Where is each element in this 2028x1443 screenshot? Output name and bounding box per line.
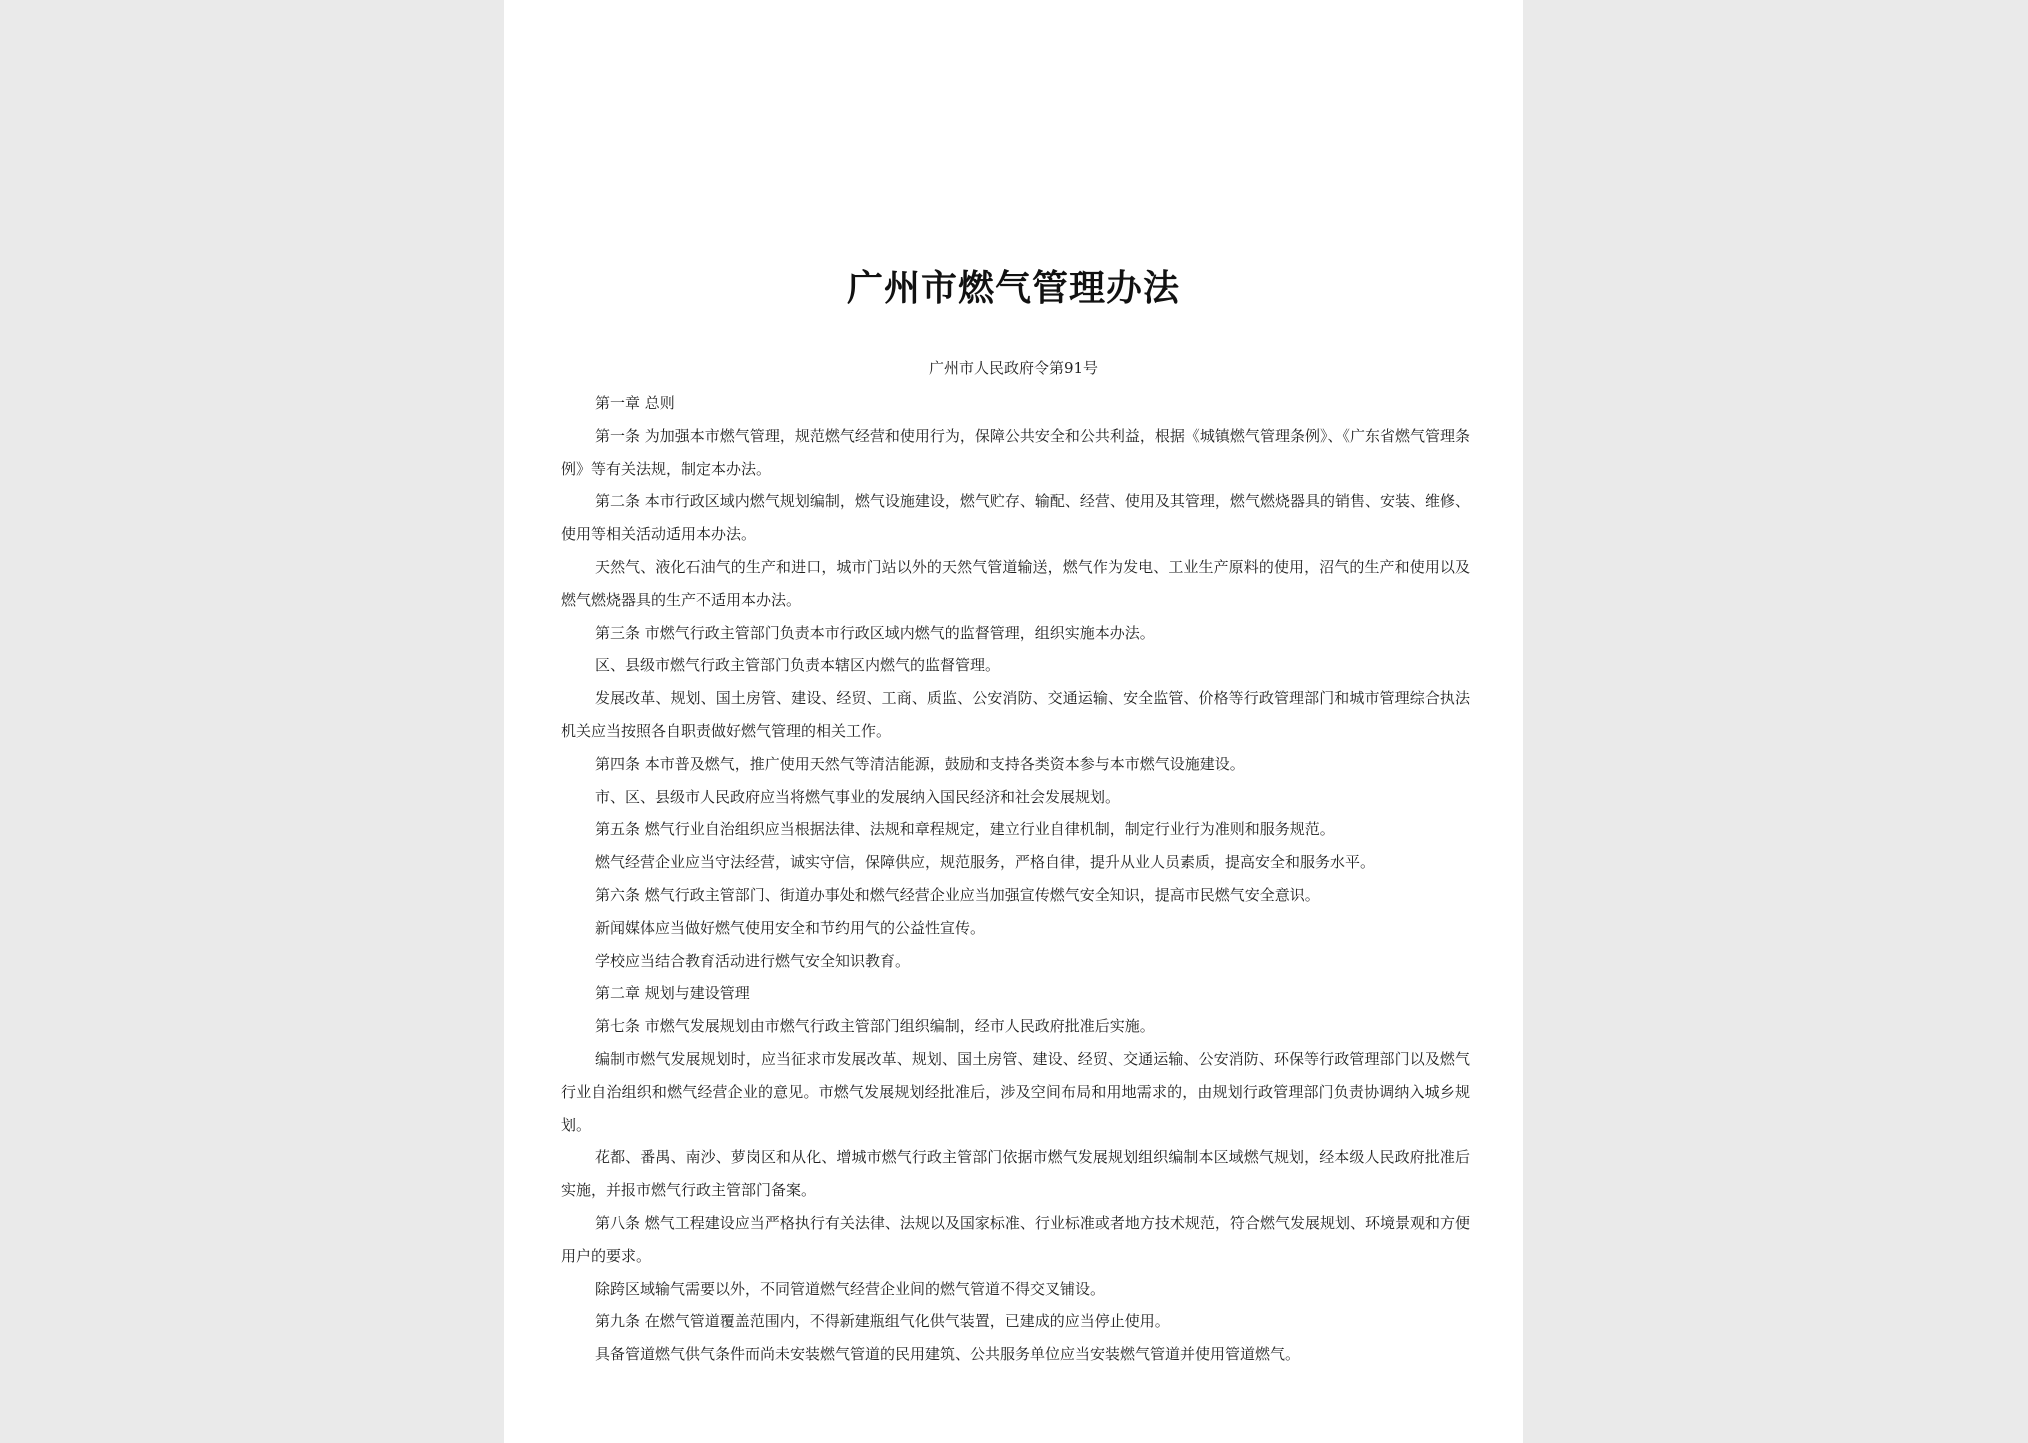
document-paragraph: 新闻媒体应当做好燃气使用安全和节约用气的公益性宣传。 xyxy=(595,918,986,937)
document-paragraph: 天然气、液化石油气的生产和进口，城市门站以外的天然气管道输送，燃气作为发电、工业生产原料的使用，沼气的生产和使用以及燃气燃烧器具的生产不适用本办法。 xyxy=(561,557,1470,609)
document-page xyxy=(504,0,1523,1443)
document-paragraph: 第八条 燃气工程建设应当严格执行有关法律、法规以及国家标准、行业标准或者地方技术规范，符合燃气发展规划、环境景观和方便用户的要求。 xyxy=(561,1213,1470,1265)
document-body xyxy=(561,387,1470,1371)
document-paragraph: 第四条 本市普及燃气，推广使用天然气等清洁能源，鼓励和支持各类资本参与本市燃气设施建设。 xyxy=(595,754,1245,773)
document-paragraph: 市、区、县级市人民政府应当将燃气事业的发展纳入国民经济和社会发展规划。 xyxy=(595,787,1121,806)
document-paragraph: 学校应当结合教育活动进行燃气安全知识教育。 xyxy=(595,951,911,970)
document-paragraph: 第六条 燃气行政主管部门、街道办事处和燃气经营企业应当加强宣传燃气安全知识，提高市民燃气安全意识。 xyxy=(595,885,1320,904)
document-paragraph: 第三条 市燃气行政主管部门负责本市行政区域内燃气的监督管理，组织实施本办法。 xyxy=(595,623,1155,642)
document-paragraph: 第一章 总则 xyxy=(595,394,675,412)
document-paragraph: 燃气经营企业应当守法经营，诚实守信，保障供应，规范服务，严格自律，提升从业人员素质，提高安全和服务水平。 xyxy=(595,853,1376,872)
document-paragraph: 第七条 市燃气发展规划由市燃气行政主管部门组织编制，经市人民政府批准后实施。 xyxy=(595,1017,1155,1036)
document-paragraph: 第五条 燃气行业自治组织应当根据法律、法规和章程规定，建立行业自律机制，制定行业行为准则和服务规范。 xyxy=(595,820,1335,839)
document-paragraph: 第九条 在燃气管道覆盖范围内，不得新建瓶组气化供气装置，已建成的应当停止使用。 xyxy=(595,1312,1170,1331)
document-paragraph: 具备管道燃气供气条件而尚未安装燃气管道的民用建筑、公共服务单位应当安装燃气管道并使用管道燃气。 xyxy=(595,1345,1301,1364)
document-paragraph: 第一条 为加强本市燃气管理，规范燃气经营和使用行为，保障公共安全和公共利益，根据《城镇燃气管理条例》、《广东省燃气管理条例》等有关法规，制定本办法。 xyxy=(561,426,1470,478)
document-paragraph: 编制市燃气发展规划时，应当征求市发展改革、规划、国土房管、建设、经贸、交通运输、公安消防、环保等行政管理部门以及燃气行业自治组织和燃气经营企业的意见。市燃气发展规划经批准后，涉及空间布局和用地需求的，由规划行政管理部门负责协调纳入城乡规划。 xyxy=(561,1049,1470,1134)
document-paragraph: 花都、番禺、南沙、萝岗区和从化、增城市燃气行政主管部门依据市燃气发展规划组织编制本区域燃气规划，经本级人民政府批准后实施，并报市燃气行政主管部门备案。 xyxy=(561,1148,1470,1200)
document-title: 广州市燃气管理办法 xyxy=(846,267,1180,309)
document-paragraph: 第二条 本市行政区域内燃气规划编制，燃气设施建设，燃气贮存、输配、经营、使用及其管理，燃气燃烧器具的销售、安装、维修、使用等相关活动适用本办法。 xyxy=(561,492,1470,544)
document-paragraph: 发展改革、规划、国土房管、建设、经贸、工商、质监、公安消防、交通运输、安全监管、价格等行政管理部门和城市管理综合执法机关应当按照各自职责做好燃气管理的相关工作。 xyxy=(561,689,1470,740)
document-paragraph: 第二章 规划与建设管理 xyxy=(595,984,750,1003)
document-paragraph: 除跨区域输气需要以外，不同管道燃气经营企业间的燃气管道不得交叉铺设。 xyxy=(595,1279,1106,1298)
document-paragraph: 区、县级市燃气行政主管部门负责本辖区内燃气的监督管理。 xyxy=(595,656,1001,675)
document-subtitle: 广州市人民政府令第91号 xyxy=(928,359,1099,377)
